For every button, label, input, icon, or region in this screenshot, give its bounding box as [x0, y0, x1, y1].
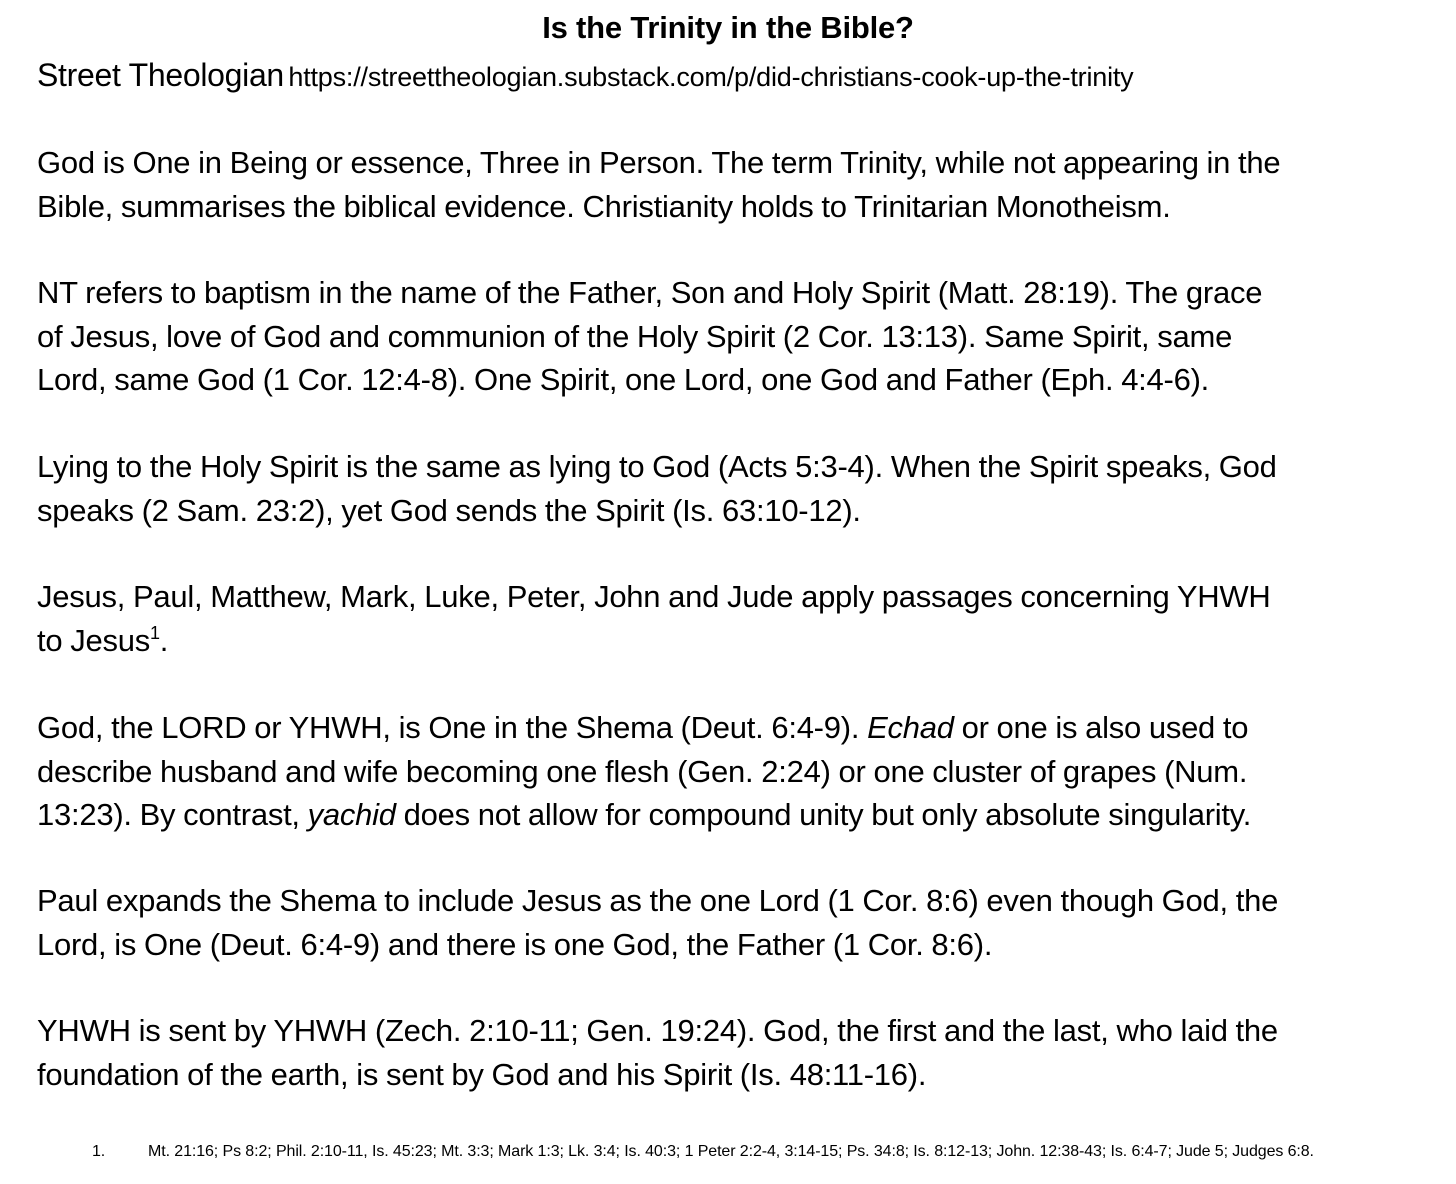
paragraph-paul-shema: [37, 879, 1437, 966]
paragraph-line: Lying to the Holy Spirit is the same as lying to God (Acts 5:3-4). When the Spirit speaks, God: [37, 449, 1277, 484]
source-name: Street Theologian: [37, 57, 284, 93]
paragraph-line: Lord, same God (1 Cor. 12:4-8). One Spirit, one Lord, one God and Father (Eph. 4:4-6).: [37, 362, 1210, 397]
paragraph-line: Bible, summarises the biblical evidence. Christianity holds to Trinitarian Monotheism.: [37, 188, 1171, 224]
paragraph-text: or one is also used to: [953, 710, 1249, 745]
paragraph-text: to Jesus: [37, 622, 150, 658]
source-line: [37, 54, 1449, 103]
paragraph-line: [37, 619, 1437, 663]
paragraph-line: NT refers to baptism in the name of the Father, Son and Holy Spirit (Matt. 28:19). The grace: [37, 275, 1263, 310]
paragraph-line: [37, 706, 1437, 750]
paragraph-shema: [37, 706, 1437, 837]
paragraph-yhwh-applied-to-jesus: [37, 575, 1437, 662]
italic-term-yachid: yachid: [307, 797, 396, 832]
paragraph-yhwh-sent: [37, 1009, 1437, 1096]
paragraph-text: .: [159, 622, 169, 658]
paragraph-line: Jesus, Paul, Matthew, Mark, Luke, Peter, John and Jude apply passages concerning YHWH: [37, 579, 1271, 614]
paragraph-holy-spirit: [37, 445, 1437, 532]
paragraph-trinity-definition: [37, 141, 1437, 228]
paragraph-nt-references: [37, 271, 1437, 402]
paragraph-line: God is One in Being or essence, Three in Person. The term Trinity, while not appearing in the: [37, 145, 1281, 180]
document-title: Is the Trinity in the Bible?: [542, 10, 914, 45]
footnote-reference[interactable]: 1: [149, 622, 160, 643]
paragraph-line: describe husband and wife becoming one flesh (Gen. 2:24) or one cluster of grapes (Num.: [37, 753, 1248, 789]
paragraph-line: YHWH is sent by YHWH (Zech. 2:10-11; Gen. 19:24). God, the first and the last, who laid the: [37, 1013, 1278, 1048]
source-url[interactable]: https://streettheologian.substack.com/p/did-christians-cook-up-the-trinity: [288, 62, 1134, 92]
paragraph-line: [37, 793, 1437, 837]
paragraph-line: of Jesus, love of God and communion of the Holy Spirit (2 Cor. 13:13). Same Spirit, same: [37, 318, 1233, 354]
footnote-text: Mt. 21:16; Ps 8:2; Phil. 2:10-11, Is. 45:23; Mt. 3:3; Mark 1:3; Lk. 3:4; Is. 40:3; 1 Peter 2:2-4, 3:14-15; Ps. 34:8; Is. 8:12-13; John. 12:38-43; Is. 6:4-7; Jude 5; Judges 6:8.: [148, 1143, 1314, 1160]
footnote-number: 1.: [92, 1143, 106, 1160]
paragraph-line: Lord, is One (Deut. 6:4-9) and there is one God, the Father (1 Cor. 8:6).: [37, 926, 993, 962]
paragraph-text: does not allow for compound unity but only absolute singularity.: [395, 797, 1252, 832]
paragraph-text: 13:23). By contrast,: [37, 797, 308, 832]
paragraph-line: speaks (2 Sam. 23:2), yet God sends the Spirit (Is. 63:10-12).: [37, 492, 861, 528]
paragraph-text: God, the LORD or YHWH, is One in the Shema (Deut. 6:4-9).: [37, 710, 868, 745]
paragraph-line: Paul expands the Shema to include Jesus as the one Lord (1 Cor. 8:6) even though God, the: [37, 883, 1279, 918]
italic-term-echad: Echad: [867, 710, 954, 745]
paragraph-line: foundation of the earth, is sent by God and his Spirit (Is. 48:11-16).: [37, 1056, 927, 1092]
